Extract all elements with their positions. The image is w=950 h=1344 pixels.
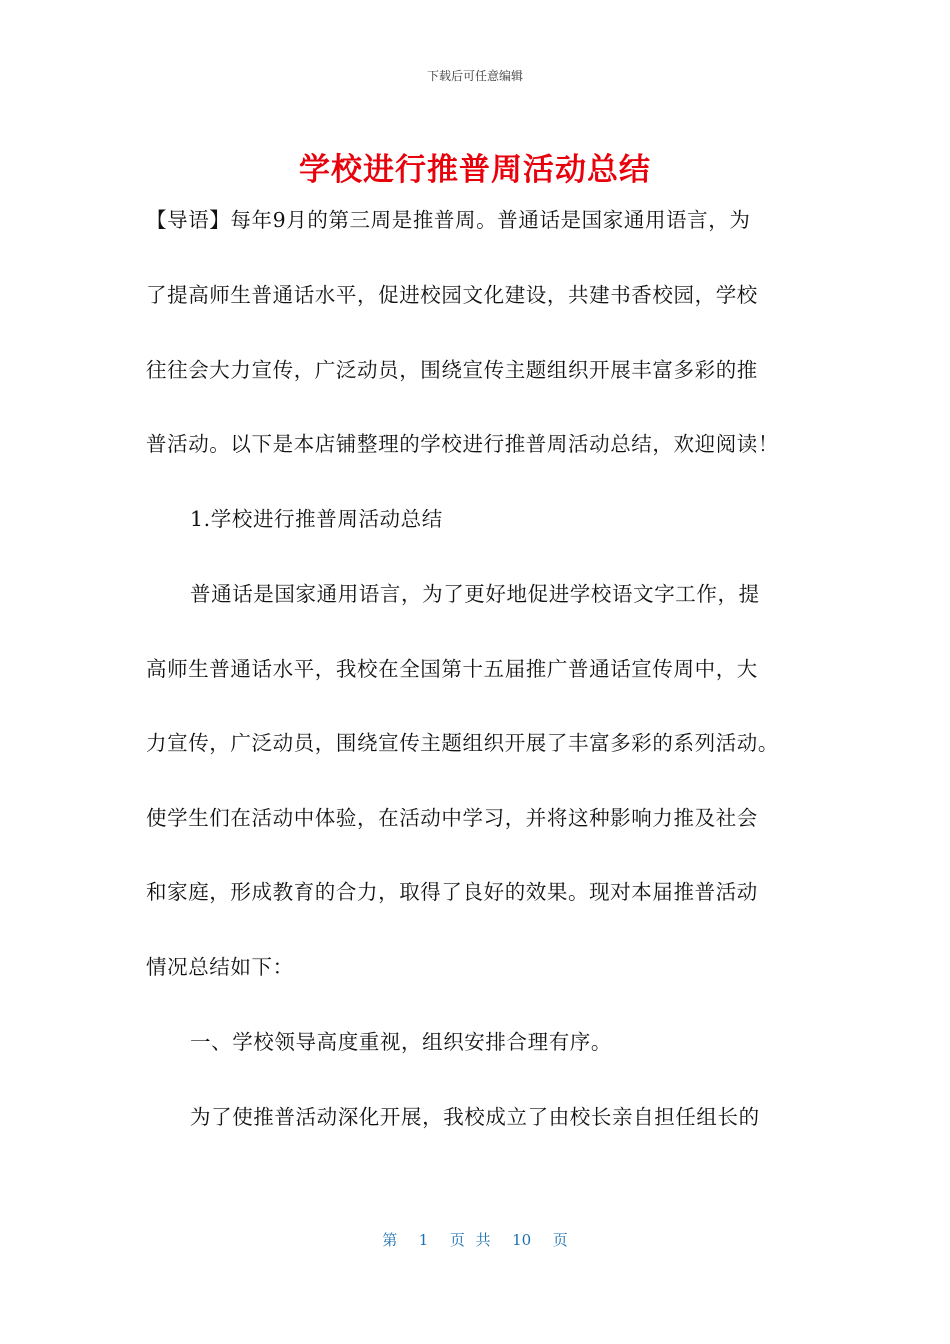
section-heading: 1.学校进行推普周活动总结 bbox=[190, 507, 443, 531]
paragraph-line: 和家庭，形成教育的合力，取得了良好的效果。现对本届推普活动 bbox=[146, 880, 758, 904]
paragraph-line: 普通话是国家通用语言，为了更好地促进学校语文字工作，提 bbox=[190, 582, 760, 606]
paragraph-line: 往往会大力宣传，广泛动员，围绕宣传主题组织开展丰富多彩的推 bbox=[146, 358, 758, 382]
page-footer bbox=[0, 1229, 950, 1250]
paragraph-line: 普活动。以下是本店铺整理的学校进行推普周活动总结，欢迎阅读！ bbox=[146, 432, 779, 456]
document-title: 学校进行推普周活动总结 bbox=[299, 152, 651, 188]
paragraph-line: 【导语】每年9月的第三周是推普周。普通话是国家通用语言，为 bbox=[146, 208, 751, 232]
subsection-heading: 一、学校领导高度重视，组织安排合理有序。 bbox=[190, 1030, 612, 1054]
paragraph-line: 使学生们在活动中体验，在活动中学习，并将这种影响力推及社会 bbox=[146, 806, 758, 830]
paragraph-line: 力宣传，广泛动员，围绕宣传主题组织开展了丰富多彩的系列活动。 bbox=[146, 731, 779, 755]
header-note: 下载后可任意编辑 bbox=[426, 69, 523, 83]
paragraph-line: 为了使推普活动深化开展，我校成立了由校长亲自担任组长的 bbox=[190, 1105, 760, 1129]
paragraph-line: 高师生普通话水平，我校在全国第十五届推广普通话宣传周中，大 bbox=[146, 657, 758, 681]
page-number: 第 1 页 共 10 页 bbox=[382, 1231, 568, 1249]
paragraph-line: 情况总结如下： bbox=[146, 955, 294, 979]
paragraph-line: 了提高师生普通话水平，促进校园文化建设，共建书香校园，学校 bbox=[146, 283, 758, 307]
